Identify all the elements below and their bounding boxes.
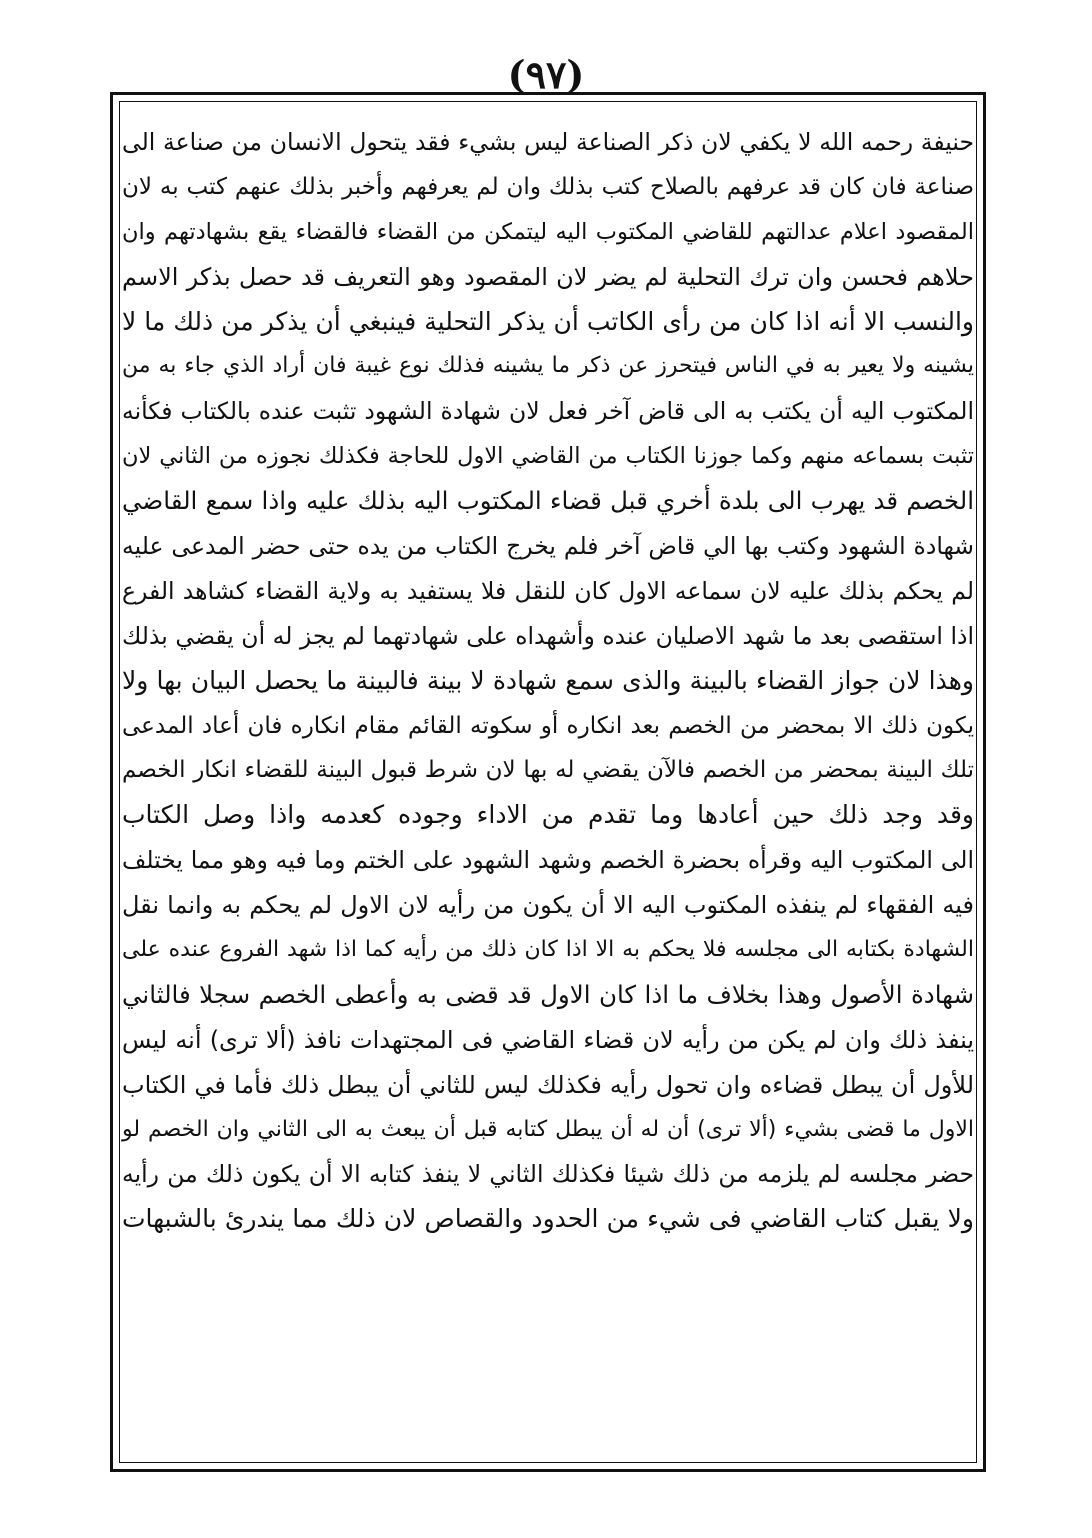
text-line: المكتوب اليه أن يكتب به الى قاض آخر فعل لان شهادة الشهود تثبت عنده بالكتاب فكأنه (122, 397, 974, 426)
text-body (120, 120, 976, 1450)
text-line: يشينه ولا يعير به في الناس فيتحرز عن ذكر ما يشينه فذلك نوع غيبة فان أراد الذي جاء به من (122, 353, 974, 379)
text-line: الخصم قد يهرب الى بلدة أخري قبل قضاء المكتوب اليه بذلك عليه واذا سمع القاضي (122, 486, 974, 516)
page-number: (٩٧) (507, 52, 585, 97)
text-line: الشهادة بكتابه الى مجلسه فلا يحكم به الا اذا كان ذلك من رأيه كما اذا شهد الفروع عنده على (122, 937, 974, 963)
text-line: صناعة فان كان قد عرفهم بالصلاح كتب بذلك وان لم يعرفهم وأخبر بذلك عنهم كتب به لان (122, 173, 974, 200)
text-line: والنسب الا أنه اذا كان من رأى الكاتب أن يذكر التحلية فينبغي أن يذكر من ذلك ما لا (122, 306, 974, 336)
text-line: وهذا لان جواز القضاء بالبينة والذى سمع شهادة لا بينة فالبينة ما يحصل البيان بها ولا (122, 665, 974, 695)
text-line: حلاهم فحسن وان ترك التحلية لم يضر لان المقصود وهو التعريف قد حصل بذكر الاسم (122, 262, 974, 291)
text-line: حضر مجلسه لم يلزمه من ذلك شيئا فكذلك الثاني لا ينفذ كتابه الا أن يكون ذلك من رأيه (122, 1160, 974, 1189)
text-line: تلك البينة بمحضر من الخصم فالآن يقضي له بها لان شرط قبول البينة للقضاء انكار الخصم (122, 757, 974, 784)
text-line: فيه الفقهاء لم ينفذه المكتوب اليه الا أن يكون من رأيه لان الاول لم يحكم به وانما نقل (122, 891, 974, 920)
text-line: شهادة الشهود وكتب بها الي قاض آخر فلم يخرج الكتاب من يده حتى حضر المدعى عليه (122, 532, 974, 561)
text-line: للأول أن يبطل قضاءه وان تحول رأيه فكذلك ليس للثاني أن يبطل ذلك فأما في الكتاب (122, 1070, 974, 1099)
text-line: تثبت بسماعه منهم وكما جوزنا الكتاب من القاضي الاول للحاجة فكذلك نجوزه من الثاني لان (122, 443, 974, 470)
text-line: المقصود اعلام عدالتهم للقاضي المكتوب اليه ليتمكن من القضاء فالقضاء يقع بشهادتهم وان (122, 218, 974, 245)
text-line: شهادة الأصول وهذا بخلاف ما اذا كان الاول قد قضى به وأعطى الخصم سجلا فالثاني (122, 979, 974, 1009)
text-line: يكون ذلك الا بمحضر من الخصم بعد انكاره أو سكوته القائم مقام انكاره فان أعاد المدعى (122, 712, 974, 739)
text-line: الاول ما قضى بشيء (ألا ترى) أن له أن يبطل كتابه قبل أن يبعث به الى الثاني وان الخصم لو (122, 1116, 974, 1142)
text-line: الى المكتوب اليه وقرأه بحضرة الخصم وشهد الشهود على الختم وما فيه وهو مما يختلف (122, 846, 974, 875)
text-line: اذا استقصى بعد ما شهد الاصليان عنده وأشهداه على شهادتهما لم يجز له أن يقضي بذلك (122, 621, 974, 650)
text-line: حنيفة رحمه الله لا يكفي لان ذكر الصناعة ليس بشيء فقد يتحول الانسان من صناعة الى (122, 128, 974, 156)
text-line: وقد وجد ذلك حين أعادها وما تقدم من الاداء وجوده كعدمه واذا وصل الكتاب (122, 800, 974, 830)
text-line: لم يحكم بذلك عليه لان سماعه الاول كان للنقل فلا يستفيد به ولاية القضاء كشاهد الفرع (122, 576, 974, 605)
text-line: ينفذ ذلك وان لم يكن من رأيه لان قضاء القاضي فى المجتهدات نافذ (ألا ترى) أنه ليس (122, 1025, 974, 1054)
text-line: ولا يقبل كتاب القاضي فى شيء من الحدود والقصاص لان ذلك مما يندرئ بالشبهات (122, 1204, 974, 1234)
